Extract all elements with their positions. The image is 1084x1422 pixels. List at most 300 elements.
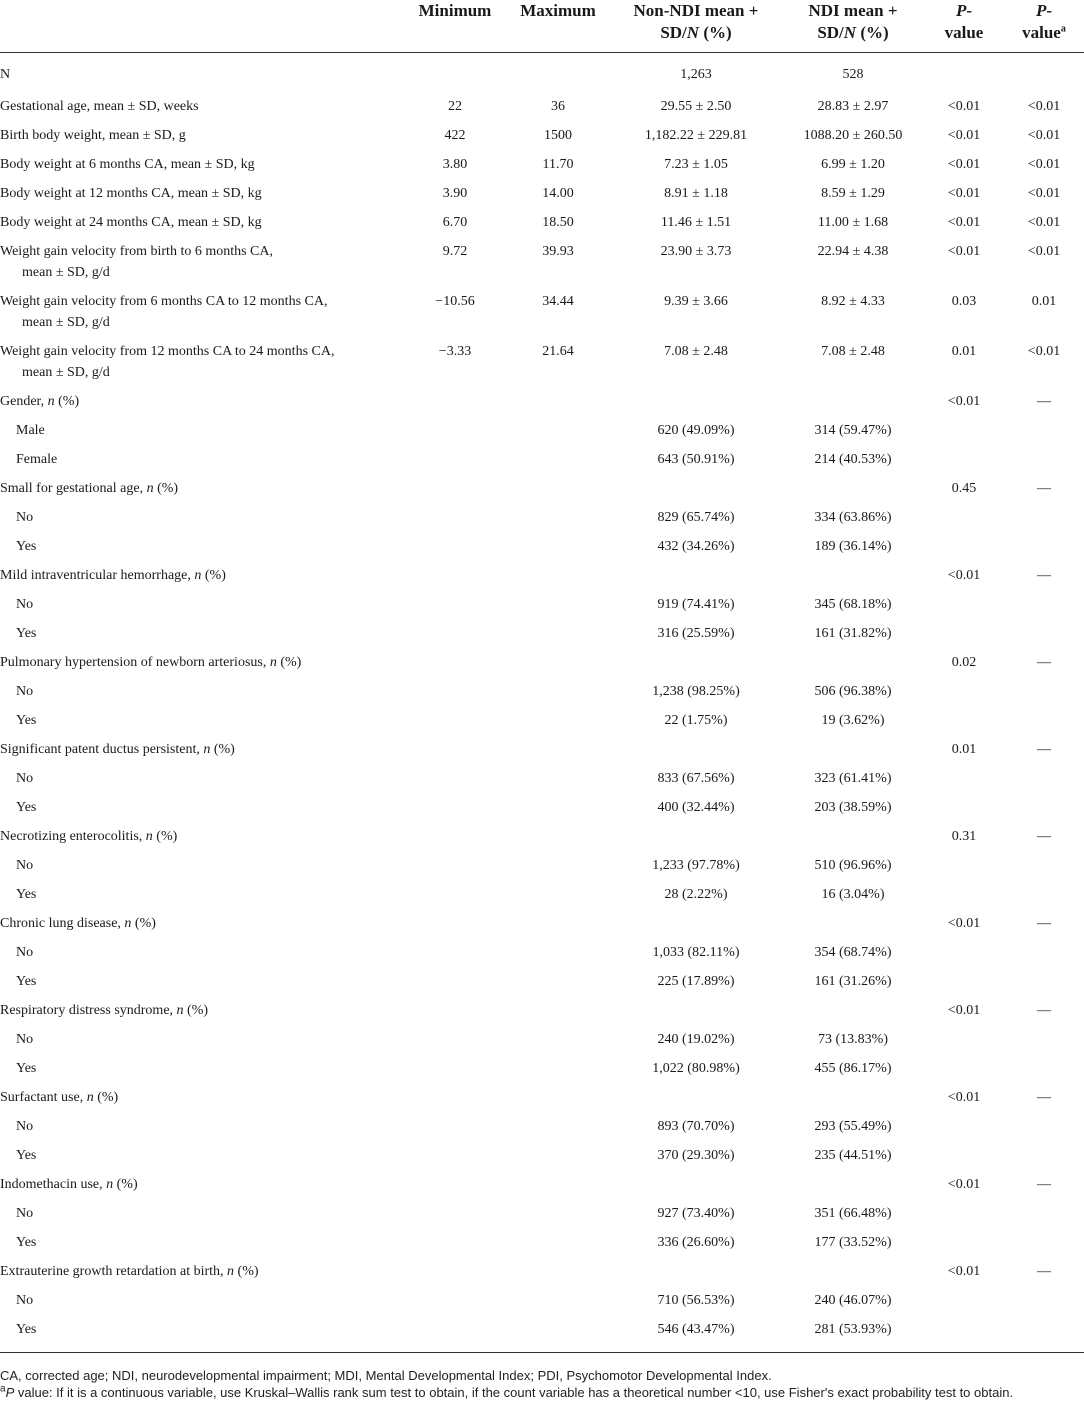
cell-maximum bbox=[506, 1319, 610, 1353]
row-label bbox=[0, 507, 404, 536]
cell-non-ndi bbox=[610, 391, 782, 420]
cell-non-ndi: 28 (2.22%) bbox=[664, 887, 728, 902]
table-row bbox=[0, 125, 1084, 154]
cell-p-value-a: — bbox=[1037, 1177, 1051, 1192]
cell-minimum: 3.90 bbox=[442, 186, 468, 201]
row-label-text: Gestational age, mean ± SD, weeks bbox=[0, 99, 199, 114]
row-label-n: n bbox=[86, 1090, 94, 1105]
cell-ndi: 189 (36.14%) bbox=[814, 539, 892, 554]
cell-p-value: 0.01 bbox=[951, 742, 977, 757]
row-label-text: Indomethacin use, bbox=[0, 1177, 107, 1192]
cell-ndi bbox=[782, 478, 924, 507]
row-label-n: n bbox=[176, 1003, 184, 1018]
cell-non-ndi bbox=[610, 1174, 782, 1203]
cell-ndi bbox=[782, 565, 924, 594]
cell-p-value-a bbox=[1004, 710, 1084, 739]
row-label-text: Yes bbox=[16, 626, 37, 641]
cell-p-value bbox=[924, 1203, 1004, 1232]
row-label-tail: (%) bbox=[93, 1090, 119, 1105]
cell-p-value: <0.01 bbox=[947, 394, 981, 409]
row-label-text: Yes bbox=[16, 1235, 37, 1250]
header-ndi-line1: NDI mean + bbox=[808, 1, 898, 20]
cell-ndi bbox=[782, 913, 924, 942]
row-label bbox=[0, 942, 404, 971]
table-subrow bbox=[0, 449, 1084, 478]
cell-minimum: −3.33 bbox=[438, 344, 472, 359]
row-label-text: Surfactant use, bbox=[0, 1090, 87, 1105]
cell-p-value: <0.01 bbox=[947, 1264, 981, 1279]
cell-non-ndi: 22 (1.75%) bbox=[664, 713, 728, 728]
table-subrow bbox=[0, 681, 1084, 710]
cell-ndi bbox=[782, 652, 924, 681]
cell-maximum: 36 bbox=[551, 99, 565, 114]
cell-p-value-a bbox=[1004, 420, 1084, 449]
cell-p-value-a bbox=[1004, 53, 1084, 97]
row-label-text: Significant patent ductus persistent, bbox=[0, 742, 204, 757]
cell-non-ndi: 370 (29.30%) bbox=[657, 1148, 735, 1163]
cell-minimum: 22 bbox=[448, 99, 462, 114]
cell-non-ndi: 1,238 (98.25%) bbox=[652, 684, 740, 699]
table-subrow bbox=[0, 971, 1084, 1000]
row-label bbox=[0, 681, 404, 710]
table-row bbox=[0, 154, 1084, 183]
cell-ndi: 161 (31.26%) bbox=[814, 974, 892, 989]
cell-minimum bbox=[404, 1058, 506, 1087]
cell-p-value-a bbox=[1004, 884, 1084, 913]
cell-maximum bbox=[506, 507, 610, 536]
row-label-tail: (%) bbox=[153, 481, 179, 496]
row-label-text: Chronic lung disease, bbox=[0, 916, 125, 931]
row-label-text: Respiratory distress syndrome, bbox=[0, 1003, 177, 1018]
cell-ndi: 8.59 ± 1.29 bbox=[821, 186, 885, 201]
row-label-text: Yes bbox=[16, 1061, 37, 1076]
cell-ndi bbox=[782, 739, 924, 768]
row-label bbox=[0, 1203, 404, 1232]
table-row bbox=[0, 53, 1084, 97]
cell-p-value bbox=[924, 1232, 1004, 1261]
table-subrow bbox=[0, 1058, 1084, 1087]
row-label-text: Male bbox=[16, 423, 45, 438]
cell-p-value-a: — bbox=[1037, 1003, 1051, 1018]
cell-p-value-a bbox=[1004, 449, 1084, 478]
cell-ndi bbox=[782, 1000, 924, 1029]
row-label-n: n bbox=[145, 829, 153, 844]
table-row bbox=[0, 241, 1084, 291]
row-label-text: No bbox=[16, 510, 34, 525]
cell-ndi: 28.83 ± 2.97 bbox=[817, 99, 889, 114]
cell-p-value-a: — bbox=[1037, 1090, 1051, 1105]
header-pa-letter: P bbox=[1035, 1, 1047, 20]
cell-p-value bbox=[924, 1029, 1004, 1058]
cell-non-ndi: 316 (25.59%) bbox=[657, 626, 735, 641]
cell-maximum bbox=[506, 53, 610, 97]
row-label bbox=[0, 1087, 404, 1116]
header-minimum: Minimum bbox=[404, 0, 506, 53]
cell-p-value-a: <0.01 bbox=[1027, 157, 1061, 172]
row-label-tail: (%) bbox=[183, 1003, 209, 1018]
header-non-ndi-n: N bbox=[686, 23, 700, 42]
cell-minimum bbox=[404, 942, 506, 971]
cell-p-value bbox=[924, 53, 1004, 97]
row-label bbox=[0, 652, 404, 681]
cell-p-value-a: <0.01 bbox=[1027, 99, 1061, 114]
row-label-text: No bbox=[16, 1293, 34, 1308]
cell-minimum bbox=[404, 1319, 506, 1353]
table-subrow bbox=[0, 1116, 1084, 1145]
cell-minimum bbox=[404, 913, 506, 942]
cell-maximum bbox=[506, 449, 610, 478]
cell-minimum bbox=[404, 971, 506, 1000]
header-ndi-pct: (%) bbox=[856, 23, 889, 42]
cell-maximum bbox=[506, 391, 610, 420]
cell-p-value-a: — bbox=[1037, 916, 1051, 931]
row-label bbox=[0, 1029, 404, 1058]
cell-non-ndi bbox=[610, 1087, 782, 1116]
cell-non-ndi bbox=[610, 1261, 782, 1290]
row-label bbox=[0, 826, 404, 855]
table-row bbox=[0, 1174, 1084, 1203]
cell-p-value: <0.01 bbox=[947, 1177, 981, 1192]
header-p-dash: - bbox=[966, 1, 973, 20]
row-label-text: No bbox=[16, 1206, 34, 1221]
cell-maximum: 39.93 bbox=[542, 244, 574, 259]
cell-p-value bbox=[924, 1058, 1004, 1087]
cell-p-value: <0.01 bbox=[947, 1090, 981, 1105]
cell-maximum bbox=[506, 420, 610, 449]
cell-p-value bbox=[924, 507, 1004, 536]
header-ndi-sd: SD/ bbox=[817, 23, 844, 42]
cell-ndi: 314 (59.47%) bbox=[814, 423, 892, 438]
cell-minimum bbox=[404, 449, 506, 478]
header-ndi-n: N bbox=[843, 23, 857, 42]
cell-ndi bbox=[782, 826, 924, 855]
row-label-text: Pulmonary hypertension of newborn arteriosus, bbox=[0, 655, 270, 670]
cell-p-value bbox=[924, 449, 1004, 478]
cell-p-value-a: — bbox=[1037, 481, 1051, 496]
row-label-text: Small for gestational age, bbox=[0, 481, 147, 496]
cell-p-value-a: 0.01 bbox=[1031, 294, 1057, 309]
row-label bbox=[0, 594, 404, 623]
cell-ndi: 203 (38.59%) bbox=[814, 800, 892, 815]
header-p-value bbox=[924, 0, 1004, 53]
cell-non-ndi bbox=[610, 826, 782, 855]
cell-minimum bbox=[404, 594, 506, 623]
cell-minimum bbox=[404, 1116, 506, 1145]
row-label-text: N bbox=[0, 67, 11, 82]
row-label-text: Body weight at 24 months CA, mean ± SD, kg bbox=[0, 215, 262, 230]
cell-non-ndi bbox=[610, 739, 782, 768]
cell-minimum bbox=[404, 623, 506, 652]
row-label-tail: (%) bbox=[210, 742, 235, 757]
cell-minimum: 3.80 bbox=[442, 157, 468, 172]
table-body bbox=[0, 53, 1084, 1353]
row-label bbox=[0, 96, 404, 125]
row-label bbox=[0, 536, 404, 565]
cell-ndi bbox=[782, 1174, 924, 1203]
cell-ndi: 351 (66.48%) bbox=[814, 1206, 892, 1221]
cell-ndi: 240 (46.07%) bbox=[814, 1293, 892, 1308]
table-subrow bbox=[0, 1203, 1084, 1232]
row-label-text: Weight gain velocity from 12 months CA to 24 months CA, bbox=[0, 344, 335, 359]
cell-p-value bbox=[924, 1145, 1004, 1174]
cell-p-value-a: <0.01 bbox=[1027, 215, 1061, 230]
cell-non-ndi: 336 (26.60%) bbox=[657, 1235, 735, 1250]
cell-non-ndi: 9.39 ± 3.66 bbox=[664, 294, 728, 309]
row-label bbox=[0, 154, 404, 183]
row-label bbox=[0, 1319, 404, 1353]
cell-minimum bbox=[404, 53, 506, 97]
row-label-n: n bbox=[106, 1177, 114, 1192]
cell-maximum: 1500 bbox=[544, 128, 572, 143]
cell-non-ndi bbox=[610, 565, 782, 594]
cell-ndi: 19 (3.62%) bbox=[821, 713, 885, 728]
row-label-text: Weight gain velocity from birth to 6 months CA, bbox=[0, 244, 274, 259]
cell-p-value-a: <0.01 bbox=[1027, 344, 1061, 359]
cell-non-ndi: 927 (73.40%) bbox=[657, 1206, 735, 1221]
table-row bbox=[0, 96, 1084, 125]
cell-non-ndi: 1,263 bbox=[680, 67, 712, 82]
footnote-a bbox=[0, 1384, 1084, 1401]
row-label bbox=[0, 212, 404, 241]
row-label bbox=[0, 1232, 404, 1261]
cell-ndi: 281 (53.93%) bbox=[782, 1319, 924, 1353]
header-p-value-a bbox=[1004, 0, 1084, 53]
table-subrow bbox=[0, 884, 1084, 913]
header-pa-dash: - bbox=[1046, 1, 1053, 20]
table-subrow bbox=[0, 623, 1084, 652]
header-non-ndi-line1: Non-NDI mean + bbox=[633, 1, 759, 20]
cell-p-value: 0.01 bbox=[951, 344, 977, 359]
cell-maximum: 14.00 bbox=[542, 186, 574, 201]
cell-ndi: 455 (86.17%) bbox=[814, 1061, 892, 1076]
cell-minimum bbox=[404, 797, 506, 826]
table-row bbox=[0, 212, 1084, 241]
cell-minimum bbox=[404, 884, 506, 913]
row-label-continuation: mean ± SD, g/d bbox=[22, 265, 110, 280]
row-label bbox=[0, 565, 404, 594]
cell-p-value: 0.45 bbox=[951, 481, 977, 496]
cell-non-ndi: 8.91 ± 1.18 bbox=[664, 186, 728, 201]
cell-p-value: 0.31 bbox=[951, 829, 977, 844]
cell-p-value-a bbox=[1004, 768, 1084, 797]
row-label-text: Weight gain velocity from 6 months CA to 12 months CA, bbox=[0, 294, 328, 309]
cell-p-value-a bbox=[1004, 594, 1084, 623]
row-label-text: Yes bbox=[16, 539, 37, 554]
table-subrow bbox=[0, 507, 1084, 536]
cell-minimum: 422 bbox=[444, 128, 466, 143]
table-row bbox=[0, 1087, 1084, 1116]
row-label-text: No bbox=[16, 858, 34, 873]
cell-p-value bbox=[924, 623, 1004, 652]
row-label bbox=[0, 420, 404, 449]
cell-minimum bbox=[404, 1232, 506, 1261]
table-row bbox=[0, 183, 1084, 212]
cell-p-value: <0.01 bbox=[947, 128, 981, 143]
table-row bbox=[0, 739, 1084, 768]
cell-ndi bbox=[782, 1261, 924, 1290]
row-label-tail: (%) bbox=[54, 394, 80, 409]
cell-non-ndi: 23.90 ± 3.73 bbox=[660, 244, 732, 259]
row-label bbox=[0, 241, 404, 291]
table-subrow bbox=[0, 710, 1084, 739]
cell-maximum bbox=[506, 1203, 610, 1232]
table-subrow bbox=[0, 797, 1084, 826]
row-label bbox=[0, 884, 404, 913]
cell-minimum bbox=[404, 855, 506, 884]
cell-non-ndi: 29.55 ± 2.50 bbox=[660, 99, 732, 114]
cell-maximum bbox=[506, 1145, 610, 1174]
row-label bbox=[0, 768, 404, 797]
cell-non-ndi: 7.23 ± 1.05 bbox=[664, 157, 728, 172]
footnote-a-text: value: If it is a continuous variable, use Kruskal–Wallis rank sum test to obtain, if the count variable has a theoretical number <10, use Fisher's exact probability test to obtain. bbox=[14, 1385, 1014, 1400]
row-label bbox=[0, 739, 404, 768]
table-subrow bbox=[0, 855, 1084, 884]
row-label bbox=[0, 391, 404, 420]
row-label-tail: (%) bbox=[201, 568, 226, 583]
header-label-col bbox=[0, 0, 404, 53]
cell-ndi bbox=[782, 1087, 924, 1116]
cell-p-value: <0.01 bbox=[947, 1003, 981, 1018]
cell-minimum bbox=[404, 420, 506, 449]
cell-maximum bbox=[506, 1116, 610, 1145]
cell-p-value bbox=[924, 1290, 1004, 1319]
cell-maximum bbox=[506, 623, 610, 652]
table-row bbox=[0, 291, 1084, 341]
cell-ndi: 510 (96.96%) bbox=[814, 858, 892, 873]
cell-maximum bbox=[506, 1232, 610, 1261]
cell-ndi: 528 bbox=[842, 67, 864, 82]
row-label-text: Yes bbox=[16, 974, 37, 989]
cell-maximum bbox=[506, 913, 610, 942]
cell-p-value-a: — bbox=[1037, 829, 1051, 844]
row-label-tail: (%) bbox=[234, 1264, 259, 1279]
cell-non-ndi bbox=[610, 913, 782, 942]
cell-p-value: <0.01 bbox=[947, 157, 981, 172]
cell-p-value: <0.01 bbox=[947, 568, 981, 583]
cell-p-value-a bbox=[1004, 1058, 1084, 1087]
table-subrow bbox=[0, 1319, 1084, 1353]
row-label-text: No bbox=[16, 771, 34, 786]
table-row bbox=[0, 391, 1084, 420]
row-label-n: n bbox=[47, 394, 55, 409]
row-label-continuation: mean ± SD, g/d bbox=[22, 365, 110, 380]
row-label bbox=[0, 125, 404, 154]
row-label-text: Female bbox=[16, 452, 58, 467]
cell-ndi: 7.08 ± 2.48 bbox=[821, 344, 885, 359]
cell-p-value bbox=[924, 1116, 1004, 1145]
header-ndi bbox=[782, 0, 924, 53]
row-label bbox=[0, 1290, 404, 1319]
cell-p-value-a bbox=[1004, 1232, 1084, 1261]
row-label bbox=[0, 341, 404, 391]
row-label-text: Necrotizing enterocolitis, bbox=[0, 829, 146, 844]
footnote-abbreviations: CA, corrected age; NDI, neurodevelopmental impairment; MDI, Mental Developmental Index; PDI, Psychomotor Developmental Index. bbox=[0, 1368, 772, 1383]
cell-minimum bbox=[404, 507, 506, 536]
row-label bbox=[0, 183, 404, 212]
cell-non-ndi: 620 (49.09%) bbox=[657, 423, 735, 438]
row-label bbox=[0, 53, 404, 97]
cell-non-ndi bbox=[610, 652, 782, 681]
cell-p-value-a bbox=[1004, 855, 1084, 884]
cell-non-ndi: 7.08 ± 2.48 bbox=[664, 344, 728, 359]
row-label-text: Mild intraventricular hemorrhage, bbox=[0, 568, 195, 583]
cell-ndi: 22.94 ± 4.38 bbox=[817, 244, 889, 259]
cell-non-ndi: 833 (67.56%) bbox=[657, 771, 735, 786]
row-label-text: No bbox=[16, 1119, 34, 1134]
row-label-text: Yes bbox=[16, 713, 37, 728]
cell-maximum bbox=[506, 681, 610, 710]
table-row bbox=[0, 1261, 1084, 1290]
cell-non-ndi: 1,033 (82.11%) bbox=[652, 945, 740, 960]
row-label-text: Gender, bbox=[0, 394, 48, 409]
table-row bbox=[0, 1000, 1084, 1029]
cell-minimum bbox=[404, 1087, 506, 1116]
cell-p-value bbox=[924, 942, 1004, 971]
header-p-word: value bbox=[944, 23, 984, 42]
cell-minimum bbox=[404, 536, 506, 565]
table-row bbox=[0, 565, 1084, 594]
table-subrow bbox=[0, 942, 1084, 971]
table-subrow bbox=[0, 594, 1084, 623]
cell-non-ndi: 1,022 (80.98%) bbox=[652, 1061, 740, 1076]
row-label-text: Yes bbox=[16, 800, 37, 815]
cell-p-value bbox=[924, 681, 1004, 710]
cell-ndi: 161 (31.82%) bbox=[814, 626, 892, 641]
cell-non-ndi: 893 (70.70%) bbox=[657, 1119, 735, 1134]
cell-maximum bbox=[506, 768, 610, 797]
row-label-text: No bbox=[16, 945, 34, 960]
row-label-n: n bbox=[227, 1264, 235, 1279]
header-pa-word: value bbox=[1022, 23, 1061, 42]
cell-p-value-a bbox=[1004, 623, 1084, 652]
row-label bbox=[0, 913, 404, 942]
cell-minimum bbox=[404, 1290, 506, 1319]
cell-p-value-a bbox=[1004, 1145, 1084, 1174]
cell-non-ndi bbox=[610, 1000, 782, 1029]
cell-ndi: 16 (3.04%) bbox=[821, 887, 885, 902]
cell-ndi: 235 (44.51%) bbox=[814, 1148, 892, 1163]
cell-p-value-a: — bbox=[1037, 1264, 1051, 1279]
cell-maximum bbox=[506, 1174, 610, 1203]
table-subrow bbox=[0, 1029, 1084, 1058]
cell-minimum bbox=[404, 681, 506, 710]
cell-p-value bbox=[924, 797, 1004, 826]
cell-non-ndi: 829 (65.74%) bbox=[657, 510, 735, 525]
cell-non-ndi: 1,233 (97.78%) bbox=[652, 858, 740, 873]
row-label-text: No bbox=[16, 597, 34, 612]
cell-minimum bbox=[404, 710, 506, 739]
table-header-row bbox=[0, 0, 1084, 53]
cell-p-value bbox=[924, 536, 1004, 565]
cell-non-ndi: 546 (43.47%) bbox=[610, 1319, 782, 1353]
cell-ndi: 1088.20 ± 260.50 bbox=[803, 128, 903, 143]
row-label-text: No bbox=[16, 1032, 34, 1047]
table-row bbox=[0, 913, 1084, 942]
cell-maximum bbox=[506, 1029, 610, 1058]
row-label-n: n bbox=[124, 916, 132, 931]
cell-p-value-a: <0.01 bbox=[1027, 244, 1061, 259]
cell-minimum bbox=[404, 478, 506, 507]
table-subrow bbox=[0, 420, 1084, 449]
cell-p-value bbox=[924, 884, 1004, 913]
cell-non-ndi: 432 (34.26%) bbox=[657, 539, 735, 554]
cell-p-value-a bbox=[1004, 536, 1084, 565]
cell-maximum: 11.70 bbox=[542, 157, 574, 172]
table-subrow bbox=[0, 1145, 1084, 1174]
table-row bbox=[0, 341, 1084, 391]
cell-p-value: <0.01 bbox=[947, 186, 981, 201]
cell-minimum bbox=[404, 1145, 506, 1174]
